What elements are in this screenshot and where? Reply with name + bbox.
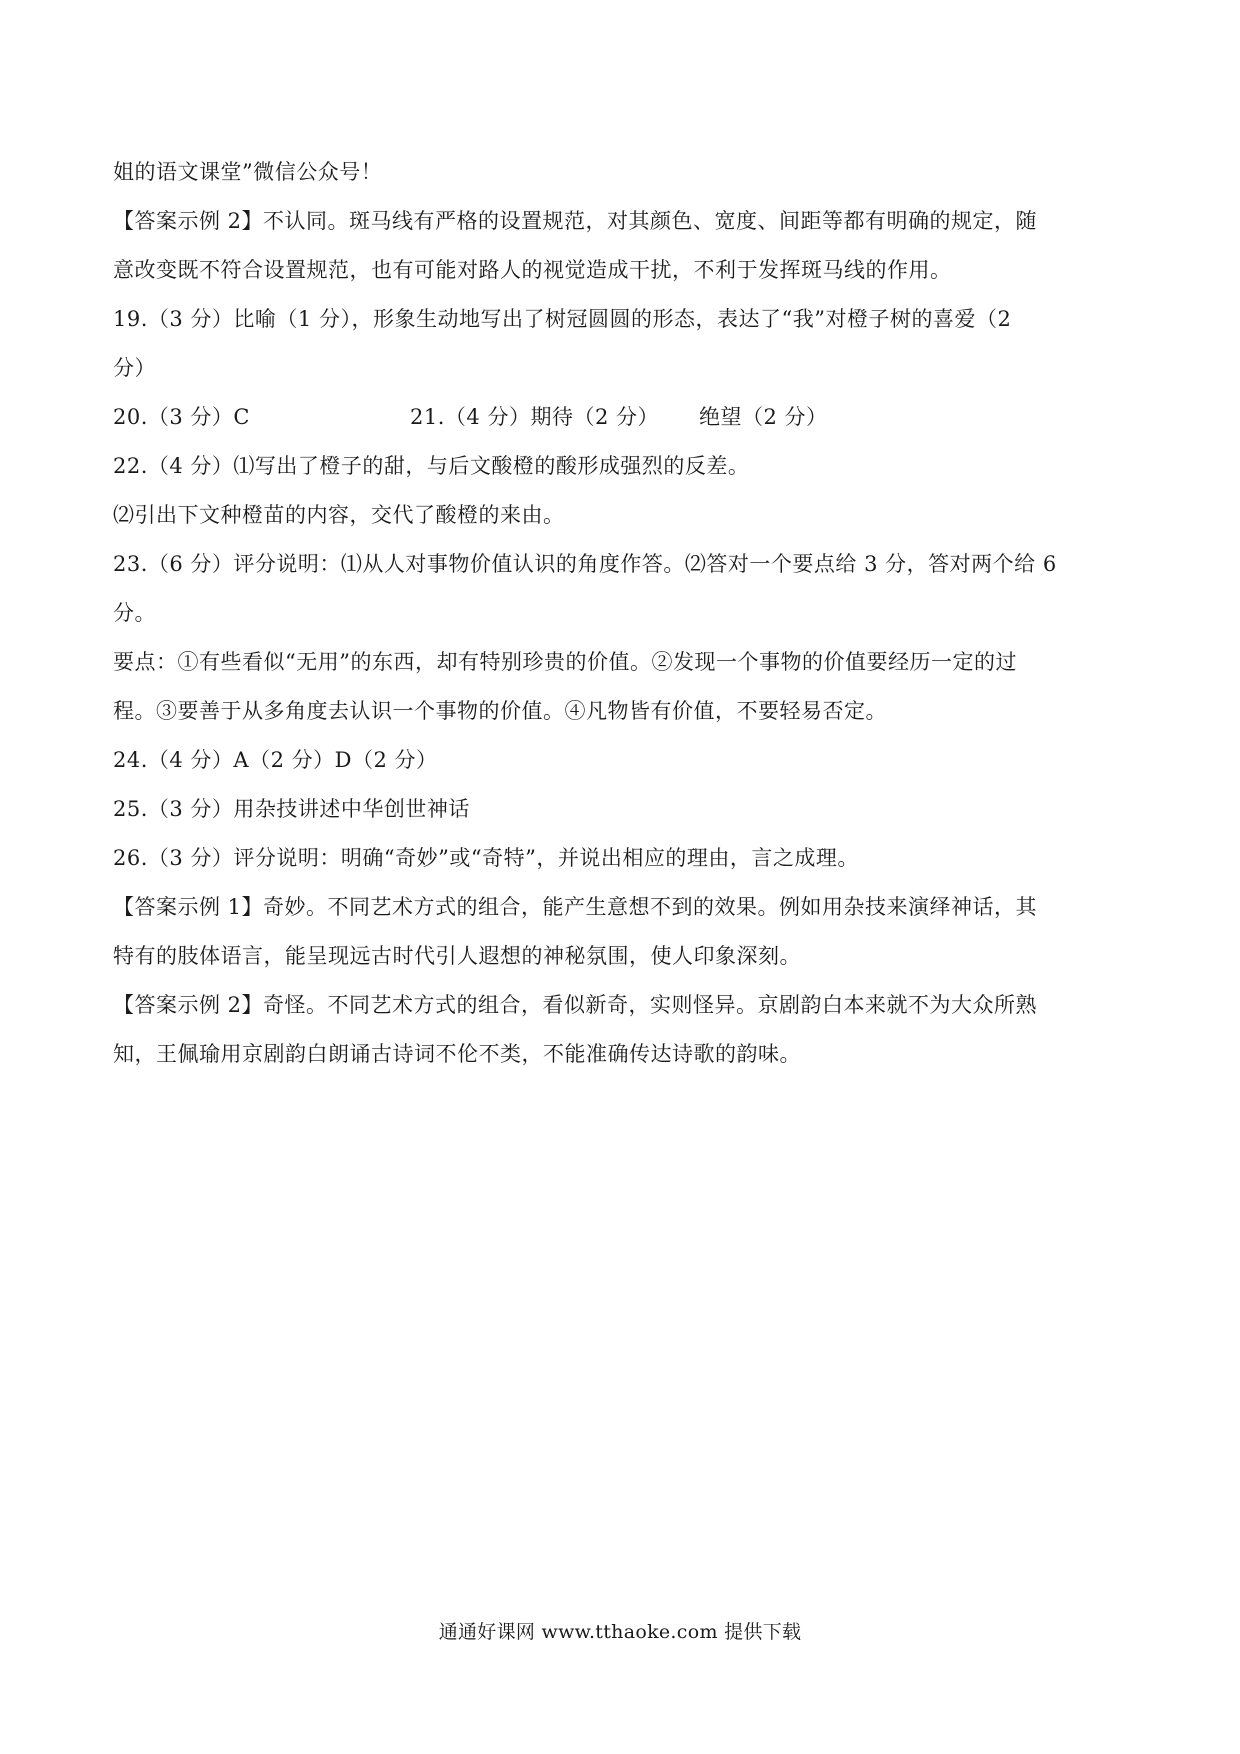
question-19-line-2: 分） <box>113 356 156 380</box>
question-24: 24.（4 分）A（2 分）D（2 分） <box>113 748 438 772</box>
question-26-example-2-line-1: 【答案示例 2】奇怪。不同艺术方式的组合，看似新奇，实则怪异。京剧韵白本来就不为大众所熟 <box>113 993 1038 1017</box>
question-21: 21.（4 分）期待（2 分） <box>410 405 659 429</box>
answer-example-2-line-1: 【答案示例 2】不认同。斑马线有严格的设置规范，对其颜色、宽度、间距等都有明确的规定，随 <box>113 209 1038 233</box>
question-21-part-2: 绝望（2 分） <box>698 405 828 429</box>
question-23-line-2: 分。 <box>113 601 156 625</box>
question-26: 26.（3 分）评分说明：明确“奇妙”或“奇特”，并说出相应的理由，言之成理。 <box>113 846 859 870</box>
question-26-example-1-line-2: 特有的肢体语言，能呈现远古时代引人遐想的神秘氛围，使人印象深刻。 <box>113 944 801 968</box>
question-20-21-row <box>113 393 1133 442</box>
question-26-example-2-line-2: 知，王佩瑜用京剧韵白朗诵古诗词不伦不类，不能准确传达诗歌的韵味。 <box>113 1042 801 1066</box>
question-23-line-1: 23.（6 分）评分说明：⑴从人对事物价值认识的角度作答。⑵答对一个要点给 3 分，答对两个给 6 <box>113 552 1057 576</box>
question-22-line-2: ⑵引出下文种橙苗的内容，交代了酸橙的来由。 <box>113 503 565 527</box>
question-22-line-1: 22.（4 分）⑴写出了橙子的甜，与后文酸橙的酸形成强烈的反差。 <box>113 454 750 478</box>
question-23-points-line-1: 要点：①有些看似“无用”的东西，却有特别珍贵的价值。②发现一个事物的价值要经历一定的过 <box>113 650 1017 674</box>
question-23-points-line-2: 程。③要善于从多角度去认识一个事物的价值。④凡物皆有价值，不要轻易否定。 <box>113 699 887 723</box>
page-footer: 通通好课网 www.tthaoke.com 提供下载 <box>438 1621 802 1643</box>
answer-example-2-line-2: 意改变既不符合设置规范，也有可能对路人的视觉造成干扰，不利于发挥斑马线的作用。 <box>113 258 952 282</box>
question-20: 20.（3 分）C <box>113 405 251 429</box>
answer-content <box>113 148 1133 1079</box>
text-line-continuation: 姐的语文课堂”微信公众号！ <box>113 160 383 184</box>
question-25: 25.（3 分）用杂技讲述中华创世神话 <box>113 797 470 821</box>
question-19-line-1: 19.（3 分）比喻（1 分），形象生动地写出了树冠圆圆的形态，表达了“我”对橙子树的喜爱（2 <box>113 307 1012 331</box>
question-26-example-1-line-1: 【答案示例 1】奇妙。不同艺术方式的组合，能产生意想不到的效果。例如用杂技来演绎神话，其 <box>113 895 1038 919</box>
